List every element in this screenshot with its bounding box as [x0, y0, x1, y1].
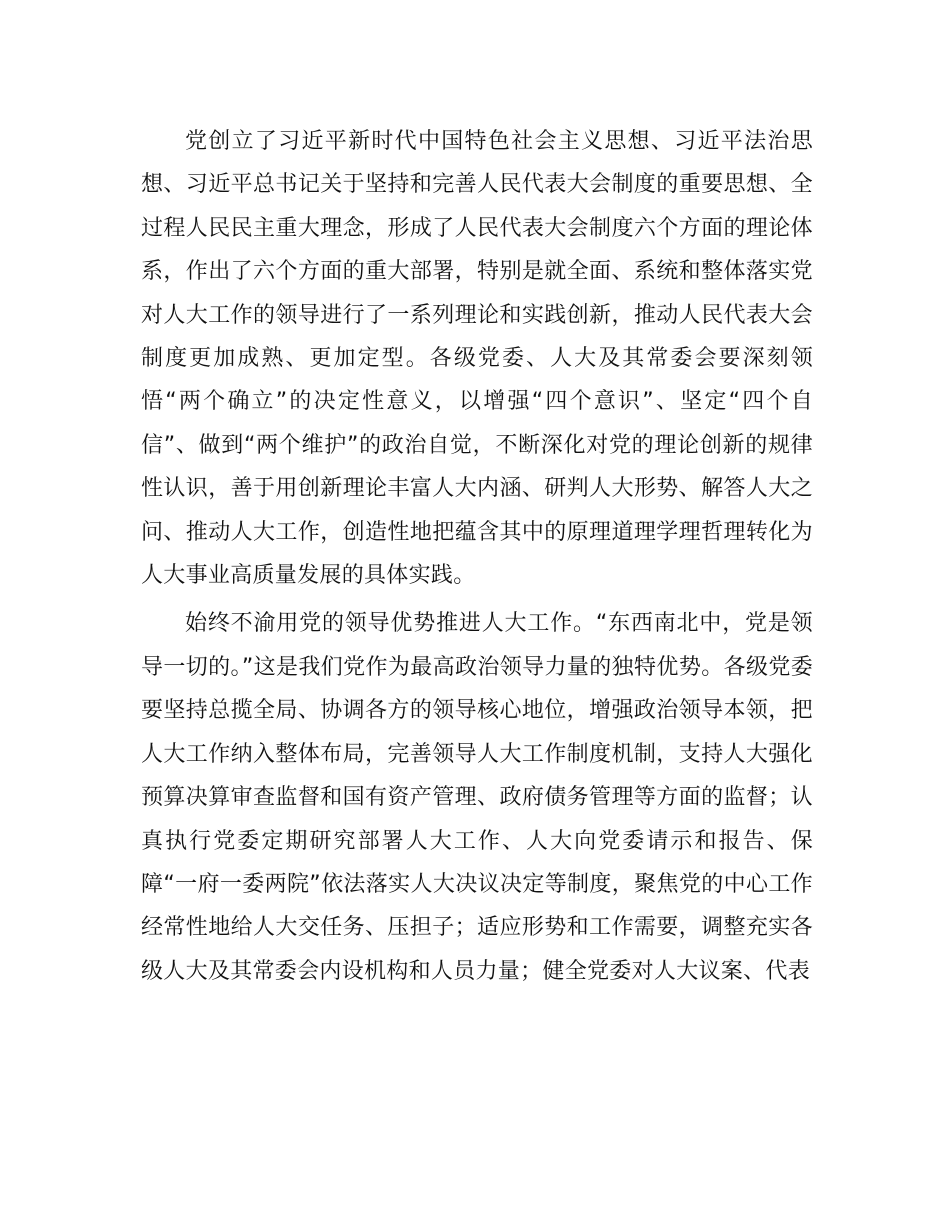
document-body	[141, 120, 813, 993]
paragraph-2: 始终不渝用党的领导优势推进人大工作。“东西南北中，党是领导一切的。”这是我们党作为最高政治领导力量的独特优势。各级党委要坚持总揽全局、协调各方的领导核心地位，增强政治领导本领，把人大工作纳入整体布局，完善领导人大工作制度机制，支持人大强化预算决算审查监督和国有资产管理、政府债务管理等方面的监督；认真执行党委定期研究部署人大工作、人大向党委请示和报告、保障“一府一委两院”依法落实人大决议决定等制度，聚焦党的中心工作经常性地给人大交任务、压担子；适应形势和工作需要，调整充实各级人大及其常委会内设机构和人员力量；健全党委对人大议案、代表	[141, 611, 813, 984]
paragraph-1: 党创立了习近平新时代中国特色社会主义思想、习近平法治思想、习近平总书记关于坚持和完善人民代表大会制度的重要思想、全过程人民民主重大理念，形成了人民代表大会制度六个方面的理论体系，作出了六个方面的重大部署，特别是就全面、系统和整体落实党对人大工作的领导进行了一系列理论和实践创新，推动人民代表大会制度更加成熟、更加定型。各级党委、人大及其常委会要深刻领悟“两个确立”的决定性意义，以增强“四个意识”、坚定“四个自信”、做到“两个维护”的政治自觉，不断深化对党的理论创新的规律性认识，善于用创新理论丰富人大内涵、研判人大形势、解答人大之问、推动人大工作，创造性地把蕴含其中的原理道理学理哲理转化为人大事业高质量发展的具体实践。	[141, 129, 813, 589]
